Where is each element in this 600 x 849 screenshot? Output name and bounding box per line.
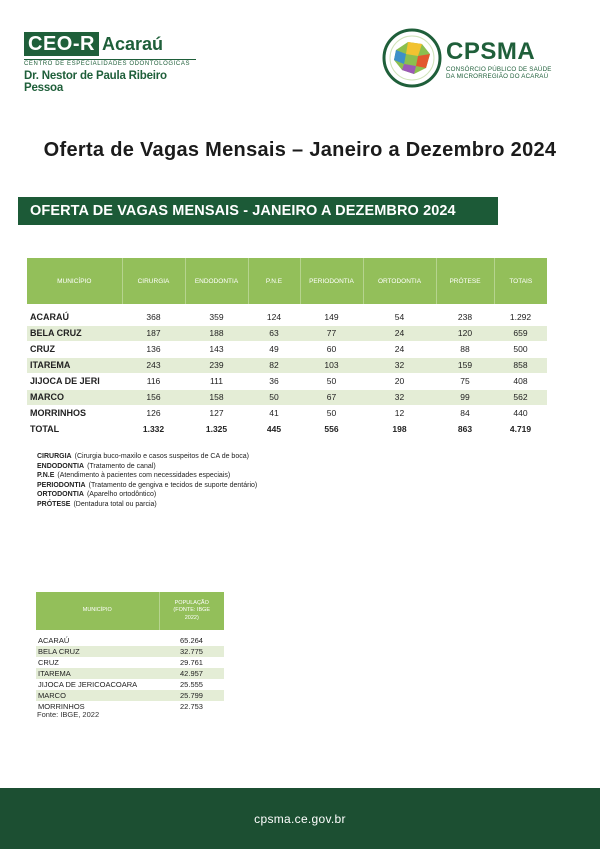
total-value: 1.332 bbox=[122, 421, 185, 437]
row-value: 243 bbox=[122, 357, 185, 373]
row-value: 143 bbox=[185, 341, 248, 357]
row-value: 32 bbox=[363, 389, 436, 405]
table-row bbox=[27, 405, 547, 421]
row-value: 359 bbox=[185, 309, 248, 325]
row-municipio: ITAREMA bbox=[27, 357, 122, 373]
table-row bbox=[36, 657, 224, 668]
legend-term: PRÓTESE bbox=[37, 500, 71, 508]
pop-value: 22.753 bbox=[159, 701, 224, 712]
table-row bbox=[27, 373, 547, 389]
pop-header-line-2: (FONTE: IBGE bbox=[173, 607, 211, 614]
row-municipio: ACARAÚ bbox=[27, 309, 122, 325]
legend-item bbox=[37, 481, 257, 491]
legend-desc: (Tratamento de gengiva e tecidos de suporte dentário) bbox=[88, 481, 258, 489]
ceo-logo-box: CEO-R bbox=[24, 32, 99, 56]
col-header-totais: TOTAIS bbox=[494, 258, 547, 304]
ceo-logo bbox=[24, 32, 204, 94]
pop-municipio: BELA CRUZ bbox=[36, 646, 159, 657]
pop-municipio: ACARAÚ bbox=[36, 635, 159, 646]
legend-desc: (Dentadura total ou parcia) bbox=[73, 500, 157, 508]
row-value: 562 bbox=[494, 389, 547, 405]
ceo-logo-city: Acaraú bbox=[101, 34, 163, 54]
footer bbox=[0, 788, 600, 849]
row-value: 54 bbox=[363, 309, 436, 325]
row-value: 440 bbox=[494, 405, 547, 421]
row-value: 84 bbox=[436, 405, 494, 421]
ceo-logo-doctor: Dr. Nestor de Paula Ribeiro Pessoa bbox=[24, 70, 167, 94]
pop-header-municipio: MUNICÍPIO bbox=[36, 592, 159, 630]
row-value: 368 bbox=[122, 309, 185, 325]
legend-item bbox=[37, 462, 257, 472]
table-row bbox=[36, 690, 224, 701]
pop-header-line-1: POPULAÇÃO bbox=[174, 599, 209, 606]
row-municipio: MORRINHOS bbox=[27, 405, 122, 421]
pop-value: 25.555 bbox=[159, 679, 224, 690]
pop-value: 42.957 bbox=[159, 668, 224, 679]
pop-municipio: MORRINHOS bbox=[36, 701, 159, 712]
col-header-ortodontia: ORTODONTIA bbox=[363, 258, 436, 304]
row-value: 75 bbox=[436, 373, 494, 389]
row-value: 82 bbox=[248, 357, 300, 373]
row-value: 41 bbox=[248, 405, 300, 421]
row-value: 116 bbox=[122, 373, 185, 389]
row-value: 187 bbox=[122, 325, 185, 341]
row-value: 1.292 bbox=[494, 309, 547, 325]
ceo-logo-subtitle: CENTRO DE ESPECIALIDADES ODONTOLÓGICAS bbox=[24, 59, 196, 67]
table-row bbox=[36, 679, 224, 690]
legend-term: P.N.E bbox=[37, 472, 55, 479]
row-value: 36 bbox=[248, 373, 300, 389]
row-municipio: MARCO bbox=[27, 389, 122, 405]
vagas-table-header-row bbox=[27, 258, 547, 304]
row-value: 408 bbox=[494, 373, 547, 389]
row-municipio: JIJOCA DE JERI bbox=[27, 373, 122, 389]
row-value: 158 bbox=[185, 389, 248, 405]
row-value: 50 bbox=[300, 373, 363, 389]
row-value: 136 bbox=[122, 341, 185, 357]
row-value: 124 bbox=[248, 309, 300, 325]
row-value: 63 bbox=[248, 325, 300, 341]
source-note: Fonte: IBGE, 2022 bbox=[37, 710, 100, 719]
row-value: 49 bbox=[248, 341, 300, 357]
row-value: 67 bbox=[300, 389, 363, 405]
section-banner: OFERTA DE VAGAS MENSAIS - JANEIRO A DEZEMBRO 2024 bbox=[18, 197, 498, 225]
legend bbox=[37, 452, 257, 509]
row-value: 111 bbox=[185, 373, 248, 389]
pop-municipio: ITAREMA bbox=[36, 668, 159, 679]
total-value: 1.325 bbox=[185, 421, 248, 437]
row-value: 156 bbox=[122, 389, 185, 405]
pop-value: 32.775 bbox=[159, 646, 224, 657]
legend-item bbox=[37, 500, 257, 510]
cpsma-logo-subtitle-2: DA MICRORREGIÃO DO ACARAÚ bbox=[446, 73, 549, 80]
row-value: 149 bbox=[300, 309, 363, 325]
row-value: 858 bbox=[494, 357, 547, 373]
row-value: 12 bbox=[363, 405, 436, 421]
total-value: 198 bbox=[363, 421, 436, 437]
col-header-pne: P.N.E bbox=[248, 258, 300, 304]
footer-url-link[interactable]: cpsma.ce.gov.br bbox=[254, 812, 346, 826]
row-value: 24 bbox=[363, 325, 436, 341]
row-value: 238 bbox=[436, 309, 494, 325]
table-row bbox=[27, 309, 547, 325]
row-value: 103 bbox=[300, 357, 363, 373]
vagas-table bbox=[27, 258, 547, 438]
row-value: 88 bbox=[436, 341, 494, 357]
pop-municipio: JIJOCA DE JERICOACOARA bbox=[36, 679, 159, 690]
row-value: 120 bbox=[436, 325, 494, 341]
col-header-cirurgia: CIRURGIA bbox=[122, 258, 185, 304]
legend-item bbox=[37, 452, 257, 462]
legend-desc: (Aparelho ortodôntico) bbox=[86, 491, 157, 498]
row-value: 32 bbox=[363, 357, 436, 373]
legend-desc: (Cirurgia buco-maxilo e casos suspeitos de CA de boca) bbox=[74, 453, 249, 460]
row-value: 127 bbox=[185, 405, 248, 421]
row-value: 159 bbox=[436, 357, 494, 373]
col-header-periodontia: PERIODONTIA bbox=[300, 258, 363, 304]
legend-item bbox=[37, 490, 257, 500]
legend-term: ENDODONTIA bbox=[37, 462, 85, 470]
pop-value: 65.264 bbox=[159, 635, 224, 646]
legend-item bbox=[37, 471, 257, 481]
row-value: 239 bbox=[185, 357, 248, 373]
legend-desc: (Atendimento à pacientes com necessidades especiais) bbox=[57, 472, 231, 479]
total-value: 556 bbox=[300, 421, 363, 437]
legend-term: CIRURGIA bbox=[37, 453, 72, 460]
table-row bbox=[27, 357, 547, 373]
table-row bbox=[27, 389, 547, 405]
cpsma-logo-subtitle-1: CONSÓRCIO PÚBLICO DE SAÚDE bbox=[446, 66, 552, 73]
cpsma-logo-name: CPSMA bbox=[446, 38, 536, 65]
legend-term: ORTODONTIA bbox=[37, 491, 84, 498]
pop-value: 25.799 bbox=[159, 690, 224, 701]
pop-value: 29.761 bbox=[159, 657, 224, 668]
row-value: 50 bbox=[300, 405, 363, 421]
table-row bbox=[36, 668, 224, 679]
cpsma-map-icon bbox=[382, 28, 442, 88]
table-row bbox=[36, 646, 224, 657]
row-value: 77 bbox=[300, 325, 363, 341]
row-value: 50 bbox=[248, 389, 300, 405]
row-value: 20 bbox=[363, 373, 436, 389]
row-value: 126 bbox=[122, 405, 185, 421]
row-value: 99 bbox=[436, 389, 494, 405]
page-title: Oferta de Vagas Mensais – Janeiro a Dezembro 2024 bbox=[43, 139, 557, 161]
legend-desc: (Tratamento de canal) bbox=[87, 462, 156, 470]
row-municipio: CRUZ bbox=[27, 341, 122, 357]
row-value: 659 bbox=[494, 325, 547, 341]
col-header-endodontia: ENDODONTIA bbox=[185, 258, 248, 304]
row-value: 188 bbox=[185, 325, 248, 341]
row-municipio: BELA CRUZ bbox=[27, 325, 122, 341]
total-value: 4.719 bbox=[494, 421, 547, 437]
col-header-protese: PRÓTESE bbox=[436, 258, 494, 304]
row-value: 500 bbox=[494, 341, 547, 357]
table-row bbox=[27, 341, 547, 357]
pop-header-line-3: 2022) bbox=[184, 614, 199, 621]
total-value: 445 bbox=[248, 421, 300, 437]
col-header-municipio: MUNICÍPIO bbox=[27, 258, 122, 304]
total-value: 863 bbox=[436, 421, 494, 437]
pop-municipio: CRUZ bbox=[36, 657, 159, 668]
table-row bbox=[27, 325, 547, 341]
row-value: 60 bbox=[300, 341, 363, 357]
legend-term: PERIODONTIA bbox=[37, 481, 86, 489]
table-row bbox=[36, 635, 224, 646]
cpsma-logo bbox=[382, 28, 582, 88]
total-label: TOTAL bbox=[27, 421, 122, 437]
pop-municipio: MARCO bbox=[36, 690, 159, 701]
pop-header-populacao bbox=[159, 592, 224, 630]
row-value: 24 bbox=[363, 341, 436, 357]
total-row bbox=[27, 421, 547, 437]
population-table bbox=[36, 592, 224, 712]
